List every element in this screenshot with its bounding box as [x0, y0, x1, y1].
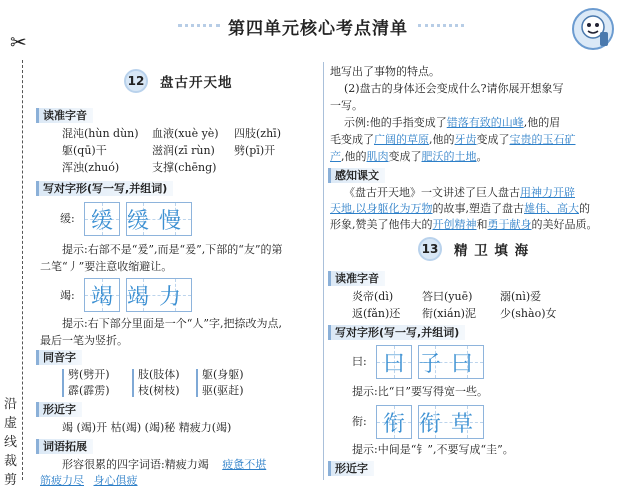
homophone-word: 驱(驱赶) — [202, 384, 244, 397]
lesson-number-badge: 12 — [124, 69, 148, 93]
writing-grid — [84, 278, 192, 312]
pinyin-word: 躯(qū)干 — [62, 144, 107, 157]
cut-line — [22, 60, 23, 480]
section-writing: 写对字形(写一写,并组词) — [328, 325, 465, 340]
summary-text: 《盘古开天地》一文讲述了巨人盘古 — [344, 186, 520, 199]
summary-text: 和 — [476, 218, 488, 231]
pinyin-word: 少(shào)女 — [500, 307, 557, 320]
pinyin-word: 衔(xián)泥 — [422, 307, 476, 320]
writing-char-label: 缓: — [60, 212, 75, 225]
summary-text: 的 — [579, 202, 590, 215]
cartoon-mascot-icon — [570, 6, 616, 52]
example-answer: 肥沃的土地 — [421, 150, 477, 163]
hint-text: 提示:中间是“钅”,不要写成“圭”。 — [352, 443, 514, 456]
example-answer: 广阔的草原 — [374, 133, 429, 146]
writing-cell: 缓 — [84, 202, 120, 236]
section-pronunciation: 读准字音 — [36, 108, 93, 123]
writing-cell: 曰 — [376, 345, 412, 379]
pinyin-word: 混沌(hùn dùn) — [62, 127, 139, 140]
similar-chars-line: 竭 (竭)开 枯(竭) (竭)秘 精疲力(竭) — [62, 421, 232, 434]
summary-answer: 勇于献身 — [487, 218, 532, 231]
writing-char-label: 曰: — [352, 355, 367, 368]
lesson-title: 精 卫 填 海 — [454, 243, 530, 259]
idiom-answer: 身心俱疲 — [93, 474, 138, 487]
summary-text: 的故事,塑造了盘古 — [432, 202, 524, 215]
writing-cell: 衔 — [376, 405, 412, 439]
writing-cell-word: 子曰 — [418, 345, 484, 379]
idiom-line — [62, 457, 266, 473]
section-writing: 写对字形(写一写,并组词) — [36, 181, 173, 196]
column-divider — [323, 62, 324, 480]
writing-cell: 竭 — [84, 278, 120, 312]
page-title: 第四单元核心考点清单 — [228, 19, 408, 39]
pinyin-word: 血液(xuè yè) — [152, 127, 219, 140]
section-pronunciation: 读准字音 — [328, 271, 385, 286]
pinyin-word: 浑浊(zhuó) — [62, 161, 120, 174]
idiom-answer: 疲惫不堪 — [222, 458, 267, 471]
example-text: ,他的 — [429, 133, 455, 146]
section-word-extension: 词语拓展 — [36, 439, 93, 454]
summary-answer: 天地,以身躯化为万物 — [330, 202, 433, 215]
summary-answer: 用神力开辟 — [520, 186, 575, 199]
hint-text: 提示:右部不是“爰”,而是“爰”,下部的“友”的第 — [62, 243, 283, 256]
homophone-brace — [62, 369, 67, 397]
header-dots-right — [418, 24, 464, 31]
hint-text: 二笔“丿”要注意收缩避让。 — [40, 260, 173, 273]
pinyin-word: 支撑(chēng) — [152, 161, 217, 174]
pinyin-word: 答曰(yuē) — [422, 290, 473, 303]
pinyin-word: 滋润(zī rùn) — [152, 144, 215, 157]
example-answer: 宝贵的玉石矿 — [509, 133, 576, 146]
idiom-answer: 筋疲力尽 — [40, 474, 84, 487]
example-text: 毛变成了 — [330, 133, 374, 146]
homophone-word: 躯(身躯) — [202, 368, 244, 381]
header-dots-left — [178, 24, 220, 31]
summary-line — [344, 185, 575, 201]
example-text: 。 — [476, 150, 488, 163]
writing-grid — [376, 405, 484, 439]
section-homophones: 同音字 — [36, 350, 82, 365]
summary-line — [330, 217, 598, 233]
pinyin-word: 劈(pī)开 — [234, 144, 276, 157]
summary-line — [330, 201, 590, 217]
example-answer: 错落有致的山峰 — [446, 116, 524, 129]
example-text: 示例:他的手指变成了 — [344, 116, 447, 129]
example-line — [330, 149, 488, 165]
body-text: 地写出了事物的特点。 — [330, 65, 440, 78]
writing-char-label: 衔: — [352, 415, 367, 428]
pinyin-word: 溺(nì)爱 — [500, 290, 542, 303]
question-text: (2)盘古的身体还会变成什么?请你展开想象写 — [344, 82, 564, 95]
summary-text: 的美好品质。 — [531, 218, 598, 231]
homophone-brace — [132, 369, 137, 397]
homophone-word: 劈(劈开) — [68, 368, 110, 381]
example-text: ,他的 — [341, 150, 367, 163]
pinyin-word: 四肢(zhī) — [234, 127, 281, 140]
writing-char-label: 竭: — [60, 289, 75, 302]
pinyin-word: 炎帝(dì) — [352, 290, 394, 303]
lesson-12-heading — [124, 68, 233, 94]
example-text: 变成了 — [388, 150, 422, 163]
writing-grid — [376, 345, 484, 379]
example-line — [330, 132, 576, 148]
idiom-line — [40, 473, 138, 489]
homophone-word: 肢(肢体) — [138, 368, 180, 381]
example-answer: 牙齿 — [454, 133, 477, 146]
writing-grid — [84, 202, 192, 236]
writing-cell-word: 衔草 — [418, 405, 484, 439]
homophone-word: 枝(树枝) — [138, 384, 180, 397]
summary-answer: 开创精神 — [432, 218, 477, 231]
example-text: 变成了 — [476, 133, 510, 146]
writing-cell-word: 竭力 — [126, 278, 192, 312]
example-line — [344, 115, 560, 131]
hint-text: 提示:比“日”要写得宽一些。 — [352, 385, 488, 398]
scissors-icon: ✂ — [10, 30, 27, 54]
cut-along-line-label: 沿虚线裁剪 — [4, 397, 18, 488]
section-text-perception: 感知课文 — [328, 168, 385, 183]
pinyin-word: 返(fǎn)还 — [352, 307, 401, 320]
homophone-word: 霹(霹雳) — [68, 384, 110, 397]
homophone-brace — [196, 369, 201, 397]
writing-cell-word: 缓慢 — [126, 202, 192, 236]
example-answer: 产 — [330, 150, 341, 163]
section-similar-chars: 形近字 — [328, 461, 374, 476]
example-text: ,他的眉 — [523, 116, 561, 129]
lesson-title: 盘古开天地 — [160, 75, 233, 91]
lesson-number-badge: 13 — [418, 237, 442, 261]
question-text: 一写。 — [330, 99, 363, 112]
summary-answer: 雄伟、高大 — [524, 202, 579, 215]
idiom-text: 形容很累的四字词语:精疲力竭 — [62, 458, 209, 471]
lesson-13-heading — [418, 236, 529, 262]
example-answer: 肌肉 — [366, 150, 389, 163]
hint-text: 提示:右下部分里面是一个“人”字,把捺改为点, — [62, 317, 282, 330]
hint-text: 最后一笔为竖折。 — [40, 334, 128, 347]
summary-text: 形象,赞美了他伟大的 — [330, 218, 433, 231]
section-similar-chars: 形近字 — [36, 402, 82, 417]
